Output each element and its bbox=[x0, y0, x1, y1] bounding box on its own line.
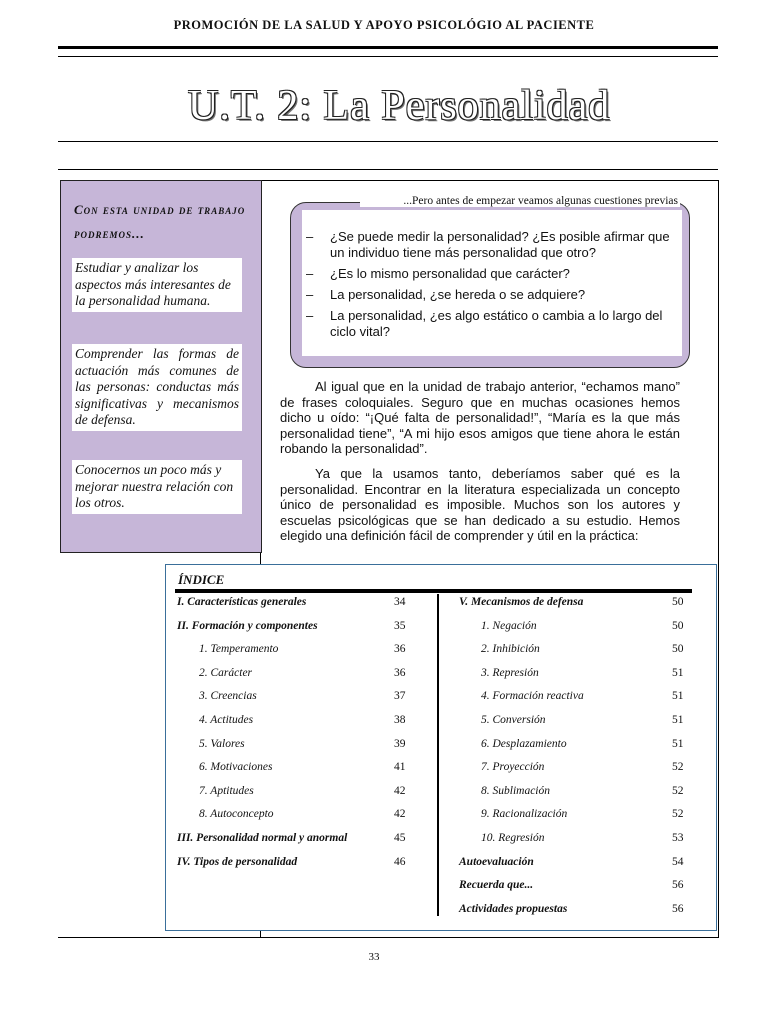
frame-bottom bbox=[58, 937, 719, 938]
index-entry-label: 9. Racionalización bbox=[481, 808, 568, 821]
index-title-bar bbox=[175, 589, 692, 593]
index-entry-label: 8. Sublimación bbox=[481, 784, 550, 797]
header-rule-thin bbox=[58, 56, 718, 57]
objective-2: Comprender las formas de actuación más comunes de las personas: conductas más significativas y mecanismos de defensa. bbox=[72, 344, 242, 431]
index-entry-page: 36 bbox=[394, 666, 406, 679]
index-entry-label: 2. Inhibición bbox=[481, 643, 540, 656]
index-entry-label: 2. Carácter bbox=[199, 666, 253, 679]
dash-bullet: – bbox=[306, 308, 314, 323]
index-entry-page: 39 bbox=[394, 737, 406, 750]
index-entry-page: 52 bbox=[672, 784, 684, 797]
objectives-heading: Con esta unidad de trabajo podremos... bbox=[74, 202, 246, 241]
questions-list bbox=[306, 229, 682, 345]
objective-3: Conocernos un poco más y mejorar nuestra relación con los otros. bbox=[72, 460, 242, 514]
index-entry-page: 35 bbox=[394, 619, 406, 632]
index-entry-label: 3. Represión bbox=[481, 666, 539, 679]
title-rule-1 bbox=[58, 141, 718, 142]
index-entry-page: 52 bbox=[672, 761, 684, 774]
index-entry-label: 6. Motivaciones bbox=[199, 761, 273, 774]
index-entry-page: 51 bbox=[672, 666, 684, 679]
page-title: U.T. 2: La Personalidad bbox=[188, 83, 611, 129]
index-entry-page: 42 bbox=[394, 784, 406, 797]
index-entry-label: Recuerda que... bbox=[459, 879, 534, 892]
title-rule-2 bbox=[58, 169, 718, 170]
index-entry-page: 46 bbox=[394, 855, 406, 868]
question-item: – La personalidad, ¿es algo estático o cambia a lo largo del ciclo vital? bbox=[306, 308, 663, 339]
dash-bullet: – bbox=[306, 287, 314, 302]
question-item: – ¿Se puede medir la personalidad? ¿Es posible afirmar que un individuo tiene más personalidad que otro? bbox=[306, 229, 670, 260]
index-entry-label: 8. Autoconcepto bbox=[199, 808, 274, 821]
index-entry-page: 54 bbox=[672, 855, 684, 868]
index-entry-label: 1. Temperamento bbox=[199, 643, 279, 656]
index-entry-page: 51 bbox=[672, 737, 684, 750]
index-column-divider bbox=[437, 594, 439, 916]
index-entry-page: 42 bbox=[394, 808, 406, 821]
index-entry-label: 6. Desplazamiento bbox=[481, 737, 567, 750]
index-entry-page: 37 bbox=[394, 690, 406, 703]
dash-bullet: – bbox=[306, 266, 314, 281]
body-paragraph-1: Al igual que en la unidad de trabajo anterior, “echamos mano” de frases coloquiales. Seguro que en muchas ocasiones hemos dicho u oído: “¡Qué falta de personalidad!”, “María es la que más personalidad tiene”, “A mi hijo esos amigos que tiene ahora le están robando la personalidad”. bbox=[280, 379, 680, 456]
index-entry-page: 36 bbox=[394, 643, 406, 656]
index-entry-label: 4. Actitudes bbox=[199, 714, 254, 726]
index-entry-label: 5. Conversión bbox=[481, 714, 546, 726]
index-entry-label: II. Formación y componentes bbox=[177, 619, 318, 632]
index-entry-page: 56 bbox=[672, 879, 684, 892]
index-entry-page: 41 bbox=[394, 761, 406, 774]
index-title: ÍNDICE bbox=[178, 572, 225, 587]
index-entry-label: 3. Creencias bbox=[199, 690, 257, 703]
index-entry-label: IV. Tipos de personalidad bbox=[177, 855, 298, 868]
index-entry-label: I. Características generales bbox=[177, 596, 307, 608]
page-number: 33 bbox=[368, 951, 380, 963]
index-entry-label: 7. Aptitudes bbox=[199, 784, 254, 797]
index-entry-page: 53 bbox=[672, 832, 684, 844]
index-entry-label: 7. Proyección bbox=[481, 761, 545, 774]
running-header: PROMOCIÓN DE LA SALUD Y APOYO PSICOLÓGIO AL PACIENTE bbox=[173, 18, 595, 32]
index-entry-page: 34 bbox=[394, 596, 406, 608]
body-paragraph-2: Ya que la usamos tanto, deberíamos saber qué es la personalidad. Encontrar en la literatura especializada un concepto único de personalidad es imposible. Muchos son los autores y escuelas psicológicas que se han dedicado a su estudio. Hemos elegido una definición fácil de comprender y útil en la práctica: bbox=[280, 466, 680, 543]
frame-right bbox=[718, 180, 719, 938]
index-entry-label: 10. Regresión bbox=[481, 832, 545, 844]
index-entry-page: 56 bbox=[672, 902, 684, 915]
index-entry-page: 50 bbox=[672, 619, 684, 632]
objective-1: Estudiar y analizar los aspectos más interesantes de la personalidad humana. bbox=[72, 258, 242, 312]
index-entry-label: 1. Negación bbox=[481, 619, 537, 632]
questions-title: ...Pero antes de empezar veamos algunas cuestiones previas bbox=[360, 195, 680, 207]
index-entry-label: III. Personalidad normal y anormal bbox=[177, 832, 348, 844]
index-entry-page: 50 bbox=[672, 643, 684, 656]
index-entry-page: 52 bbox=[672, 808, 684, 821]
frame-top bbox=[260, 180, 719, 181]
index-entry-label: Actividades propuestas bbox=[459, 902, 568, 915]
index-entry-label: V. Mecanismos de defensa bbox=[459, 596, 584, 608]
dash-bullet: – bbox=[306, 229, 314, 244]
index-entry-label: 5. Valores bbox=[199, 737, 245, 750]
question-item: – La personalidad, ¿se hereda o se adquiere? bbox=[306, 287, 586, 302]
index-entry-label: 4. Formación reactiva bbox=[481, 690, 584, 703]
index-entry-page: 50 bbox=[672, 596, 684, 608]
question-item: – ¿Es lo mismo personalidad que carácter? bbox=[306, 266, 570, 281]
index-entry-label: Autoevaluación bbox=[459, 855, 534, 868]
index-entry-page: 45 bbox=[394, 832, 406, 844]
index-entry-page: 51 bbox=[672, 690, 684, 703]
index-entry-page: 38 bbox=[394, 714, 406, 726]
index-entry-page: 51 bbox=[672, 714, 684, 726]
header-rule-thick bbox=[58, 46, 718, 49]
